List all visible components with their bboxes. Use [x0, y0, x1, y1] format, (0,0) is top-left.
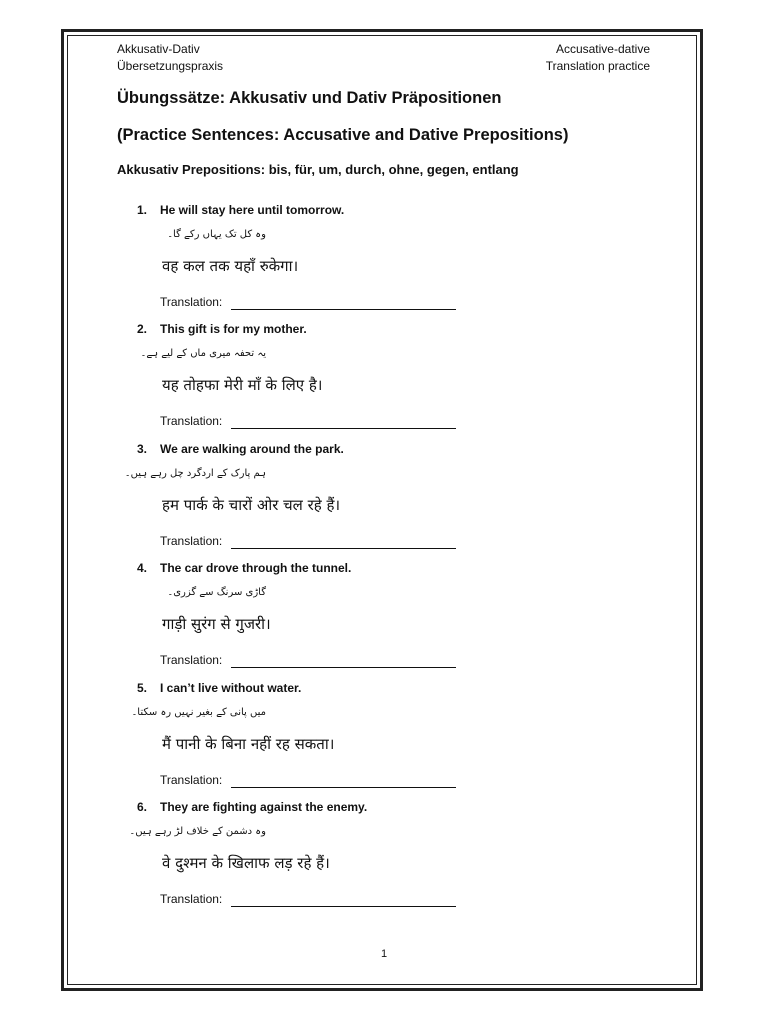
exercise-item-1 — [0, 203, 768, 322]
item-number: 4. — [137, 561, 148, 575]
hindi-sentence: मैं पानी के बिना नहीं रह सकता। — [162, 735, 335, 753]
translation-label: Translation: — [160, 773, 223, 787]
exercise-item-5 — [0, 681, 768, 800]
title-english: (Practice Sentences: Accusative and Dative Prepositions) — [117, 126, 569, 144]
english-sentence: He will stay here until tomorrow. — [160, 203, 345, 217]
translation-label: Translation: — [160, 414, 223, 428]
translation-answer-line[interactable] — [231, 906, 456, 907]
english-sentence: This gift is for my mother. — [160, 322, 307, 336]
urdu-sentence: میں پانی کے بغیر نہیں رہ سکتا۔ — [131, 707, 266, 718]
hindi-sentence: गाड़ी सुरंग से गुजरी। — [162, 615, 271, 633]
english-sentence: They are fighting against the enemy. — [160, 800, 368, 814]
exercise-item-4 — [0, 561, 768, 680]
urdu-sentence: یہ تحفہ میری ماں کے لیے ہے۔ — [140, 348, 266, 359]
translation-label: Translation: — [160, 295, 223, 309]
english-sentence: We are walking around the park. — [160, 442, 344, 456]
translation-answer-line[interactable] — [231, 428, 456, 429]
header-left — [117, 41, 223, 75]
urdu-sentence: ہم پارک کے اردگرد چل رہے ہیں۔ — [124, 468, 266, 479]
translation-label: Translation: — [160, 534, 223, 548]
translation-answer-line[interactable] — [231, 667, 456, 668]
translation-label: Translation: — [160, 892, 223, 906]
hindi-sentence: हम पार्क के चारों ओर चल रहे हैं। — [162, 496, 341, 514]
translation-label: Translation: — [160, 653, 223, 667]
prepositions-line: Akkusativ Prepositions: bis, für, um, durch, ohne, gegen, entlang — [117, 162, 519, 177]
item-number: 1. — [137, 203, 148, 217]
hindi-sentence: यह तोहफा मेरी माँ के लिए है। — [162, 376, 323, 394]
header-right-line2: Translation practice — [545, 59, 650, 73]
header-right-line1: Accusative-dative — [555, 42, 650, 56]
hindi-sentence: वे दुश्मन के खिलाफ लड़ रहे हैं। — [162, 854, 330, 872]
translation-answer-line[interactable] — [231, 787, 456, 788]
page-number: 1 — [380, 948, 388, 960]
item-number: 5. — [137, 681, 148, 695]
urdu-sentence: وہ کل تک یہاں رکے گا۔ — [167, 229, 266, 240]
translation-answer-line[interactable] — [231, 548, 456, 549]
item-number: 3. — [137, 442, 148, 456]
item-number: 2. — [137, 322, 148, 336]
header-left-line2: Übersetzungspraxis — [117, 59, 224, 73]
item-number: 6. — [137, 800, 148, 814]
title-german: Übungssätze: Akkusativ und Dativ Präpositionen — [117, 89, 502, 107]
exercise-item-6 — [0, 800, 768, 919]
header-right — [505, 41, 650, 75]
english-sentence: The car drove through the tunnel. — [160, 561, 352, 575]
exercise-item-3 — [0, 442, 768, 561]
urdu-sentence: گاڑی سرنگ سے گزری۔ — [167, 587, 266, 598]
translation-answer-line[interactable] — [231, 309, 456, 310]
exercise-item-2 — [0, 322, 768, 441]
header-left-line1: Akkusativ-Dativ — [117, 42, 200, 56]
urdu-sentence: وہ دشمن کے خلاف لڑ رہے ہیں۔ — [129, 826, 266, 837]
hindi-sentence: वह कल तक यहाँ रुकेगा। — [162, 257, 299, 275]
english-sentence: I can’t live without water. — [160, 681, 302, 695]
